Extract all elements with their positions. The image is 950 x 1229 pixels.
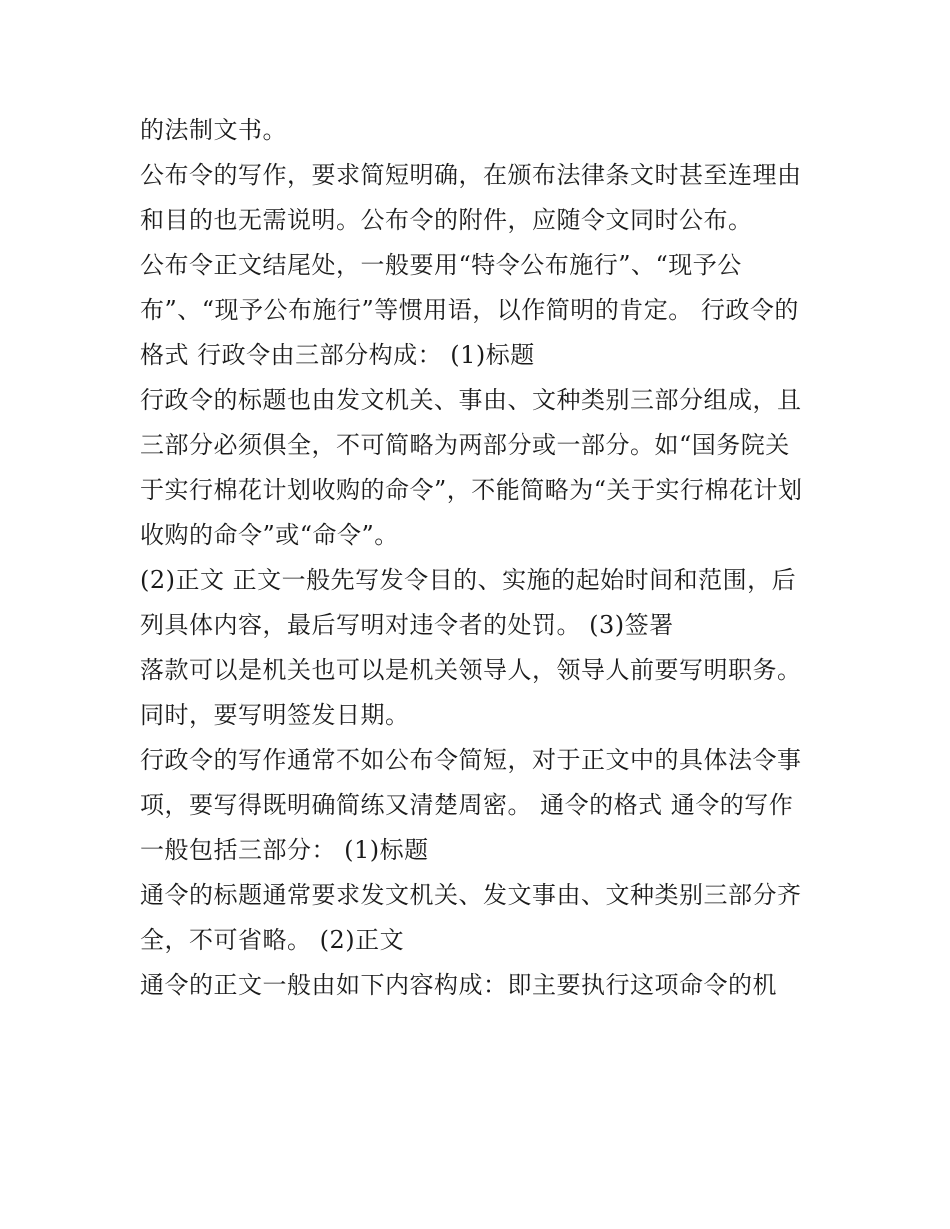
text-line: 一般包括三部分： (1)标题 (140, 836, 429, 864)
document-body (140, 108, 830, 1008)
text-line: 三部分必须俱全，不可简略为两部分或一部分。如“国务院关 (140, 431, 790, 459)
text-line: (2)正文 正文一般先写发令目的、实施的起始时间和范围，后 (140, 566, 797, 594)
text-line: 格式 行政令由三部分构成： (1)标题 (140, 341, 535, 369)
text-line: 于实行棉花计划收购的命令”，不能简略为“关于实行棉花计划 (140, 476, 803, 504)
text-line: 公布令的写作，要求简短明确，在颁布法律条文时甚至连理由 (140, 161, 802, 189)
text-line: 行政令的写作通常不如公布令简短，对于正文中的具体法令事 (140, 746, 802, 774)
text-line: 通令的标题通常要求发文机关、发文事由、文种类别三部分齐 (140, 881, 802, 909)
text-line: 全，不可省略。 (2)正文 (140, 926, 405, 954)
text-line: 同时，要写明签发日期。 (140, 701, 410, 729)
text-line: 通令的正文一般由如下内容构成：即主要执行这项命令的机 (140, 971, 777, 999)
text-line: 落款可以是机关也可以是机关领导人，领导人前要写明职务。 (140, 656, 802, 684)
text-line: 公布令正文结尾处，一般要用“特令公布施行”、“现予公 (140, 251, 742, 279)
text-line: 布”、“现予公布施行”等惯用语，以作简明的肯定。 行政令的 (140, 296, 799, 324)
text-line: 收购的命令”或“命令”。 (140, 521, 399, 549)
text-line: 项，要写得既明确简练又清楚周密。 通令的格式 通令的写作 (140, 791, 794, 819)
text-line: 和目的也无需说明。公布令的附件，应随令文同时公布。 (140, 206, 753, 234)
text-line: 的法制文书。 (140, 116, 287, 144)
text-line: 列具体内容，最后写明对违令者的处罚。 (3)签署 (140, 611, 674, 639)
text-line: 行政令的标题也由发文机关、事由、文种类别三部分组成，且 (140, 386, 802, 414)
